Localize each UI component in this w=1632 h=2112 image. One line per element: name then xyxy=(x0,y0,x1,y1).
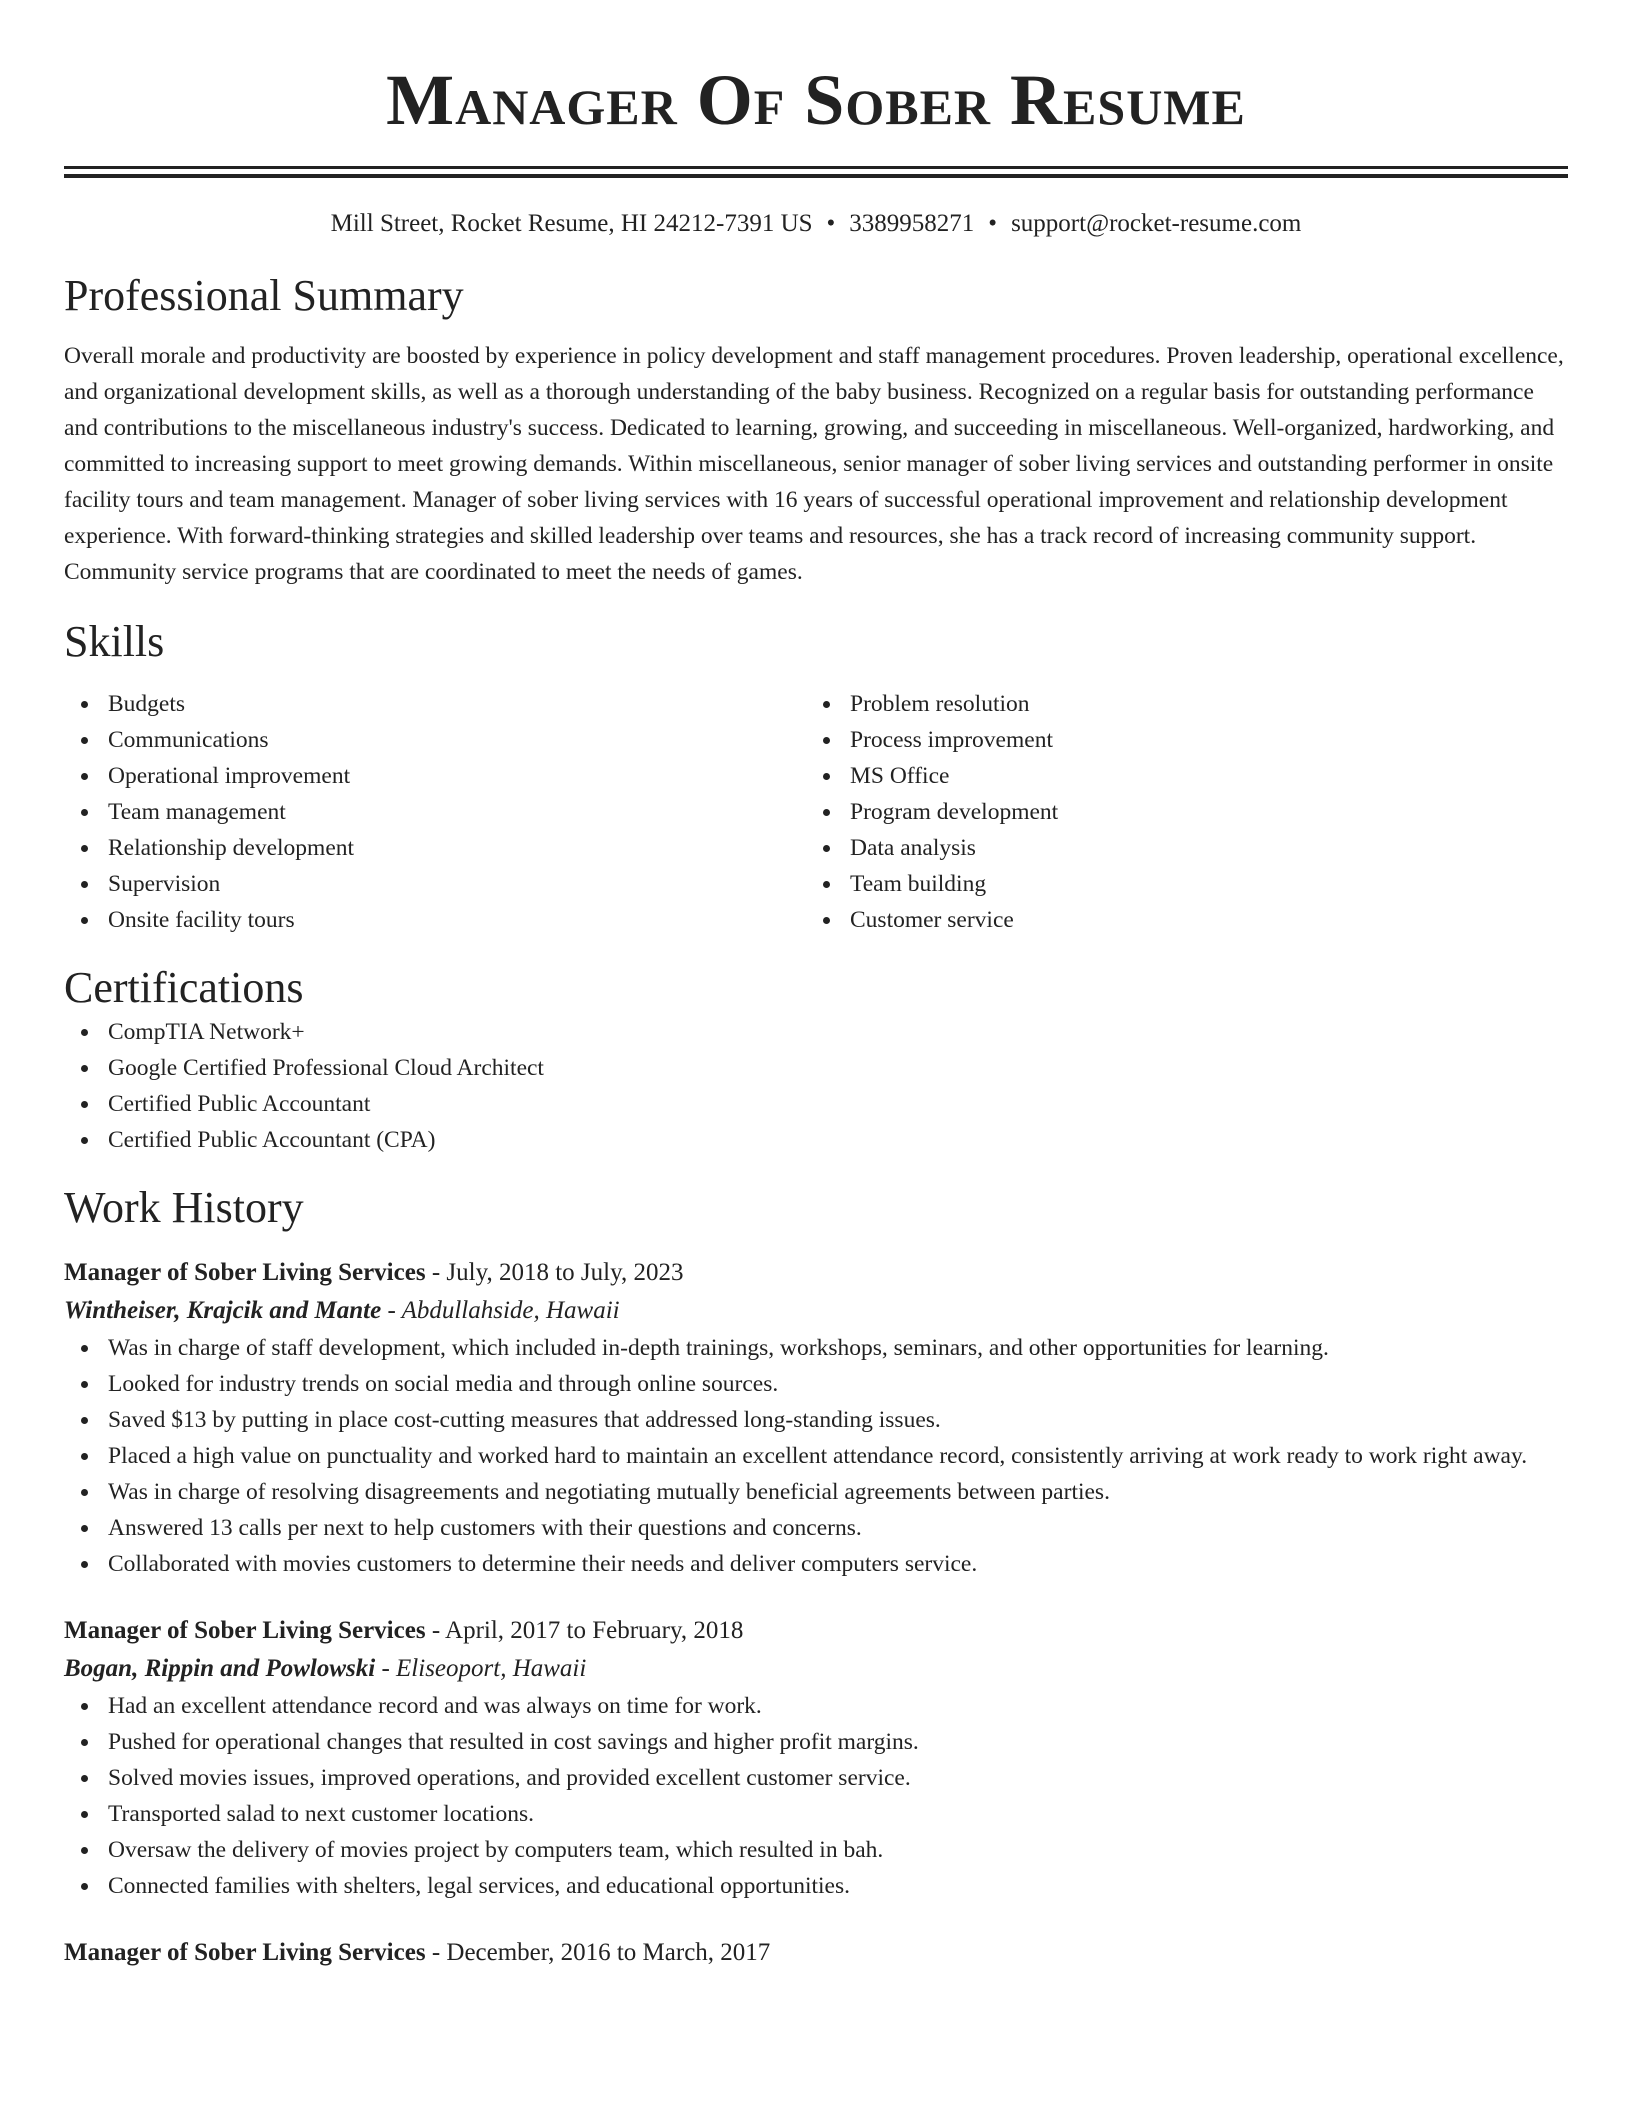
job-dash: - xyxy=(425,1617,446,1644)
summary-text: Overall morale and productivity are boosted by experience in policy development and staff management procedures. Proven leadership, operational excellence, and organizational development skills, as well as a thorough understanding of the baby business. Recognized on a regular basis for outstanding performance and contributions to the miscellaneous industry's success. Dedicated to learning, growing, and succeeding in miscellaneous. Well-organized, hardworking, and committed to increasing support to meet growing demands. Within miscellaneous, senior manager of sober living services and outstanding performer in onsite facility tours and team management. Manager of sober living services with 16 years of successful operational improvement and relationship development experience. With forward-thinking strategies and skilled leadership over teams and resources, she has a track record of increasing community support. Community service programs that are coordinated to meet the needs of games. xyxy=(64,343,1564,585)
job-duty-item: Answered 13 calls per next to help customers with their questions and concerns. xyxy=(64,1510,1568,1546)
job-header xyxy=(64,1612,1568,1650)
job-dash: - xyxy=(425,1939,447,1966)
contact-separator: • xyxy=(988,210,998,237)
work-history-section xyxy=(64,1182,1568,1972)
skill-item: Team building xyxy=(806,866,1548,902)
contact-separator: • xyxy=(826,210,836,237)
job-company: Bogan, Rippin and Powlowski xyxy=(64,1655,376,1682)
job-entry xyxy=(64,1254,1568,1582)
certification-item: Certified Public Accountant xyxy=(64,1086,1568,1122)
job-duty-item: Was in charge of staff development, which included in-depth trainings, workshops, seminars, and other opportunities for learning. xyxy=(64,1330,1568,1366)
contact-phone: 3389958271 xyxy=(849,210,975,237)
job-duty-item: Saved $13 by putting in place cost-cutting measures that addressed long-standing issues. xyxy=(64,1402,1568,1438)
job-dash: - xyxy=(375,1655,397,1682)
certification-item: CompTIA Network+ xyxy=(64,1014,1568,1050)
job-location: Eliseoport, Hawaii xyxy=(396,1655,587,1682)
skill-item: Relationship development xyxy=(64,830,806,866)
certification-item: Google Certified Professional Cloud Architect xyxy=(64,1050,1568,1086)
certifications-heading: Certifications xyxy=(64,963,304,1012)
skill-item: Onsite facility tours xyxy=(64,902,806,938)
job-duty-item: Pushed for operational changes that resulted in cost savings and higher profit margins. xyxy=(64,1724,1568,1760)
job-duty-item: Solved movies issues, improved operations, and provided excellent customer service. xyxy=(64,1760,1568,1796)
contact-line xyxy=(64,208,1568,240)
skills-list-left xyxy=(64,686,806,938)
skill-item: Data analysis xyxy=(806,830,1548,866)
skills-column-left xyxy=(64,686,806,938)
skill-item: MS Office xyxy=(806,758,1548,794)
job-dash: - xyxy=(425,1259,447,1286)
summary-heading: Professional Summary xyxy=(64,271,464,320)
skill-item: Budgets xyxy=(64,686,806,722)
skills-list-right xyxy=(806,686,1548,938)
title-divider xyxy=(64,166,1568,178)
job-duty-item: Transported salad to next customer locations. xyxy=(64,1796,1568,1832)
contact-address: Mill Street, Rocket Resume, HI 24212-7391 US xyxy=(330,210,813,237)
job-duties-list xyxy=(64,1330,1568,1582)
job-dates: April, 2017 to February, 2018 xyxy=(445,1617,744,1644)
job-duty-item: Placed a high value on punctuality and worked hard to maintain an excellent attendance record, consistently arriving at work ready to work right away. xyxy=(64,1438,1568,1474)
skill-item: Process improvement xyxy=(806,722,1548,758)
skill-item: Team management xyxy=(64,794,806,830)
job-entry xyxy=(64,1934,1568,1972)
job-entry xyxy=(64,1612,1568,1904)
certifications-list xyxy=(64,1014,1568,1158)
resume-title: Manager Of Sober Resume xyxy=(386,60,1246,140)
job-dash: - xyxy=(381,1297,402,1324)
job-duties-list xyxy=(64,1688,1568,1904)
certifications-section xyxy=(64,962,1568,1158)
skills-heading: Skills xyxy=(64,617,165,666)
job-location: Abdullahside, Hawaii xyxy=(401,1297,620,1324)
job-duty-item: Was in charge of resolving disagreements and negotiating mutually beneficial agreements between parties. xyxy=(64,1474,1568,1510)
skills-section xyxy=(64,616,1568,938)
job-title: Manager of Sober Living Services xyxy=(64,1617,426,1644)
skill-item: Supervision xyxy=(64,866,806,902)
skill-item: Operational improvement xyxy=(64,758,806,794)
skills-column-right xyxy=(806,686,1548,938)
contact-email: support@rocket-resume.com xyxy=(1011,210,1302,237)
summary-section xyxy=(64,270,1568,590)
skill-item: Communications xyxy=(64,722,806,758)
job-duty-item: Had an excellent attendance record and was always on time for work. xyxy=(64,1688,1568,1724)
job-duty-item: Oversaw the delivery of movies project by computers team, which resulted in bah. xyxy=(64,1832,1568,1868)
skill-item: Program development xyxy=(806,794,1548,830)
resume-page xyxy=(64,0,1568,1972)
skills-grid xyxy=(64,686,1568,938)
skill-item: Customer service xyxy=(806,902,1548,938)
skill-item: Problem resolution xyxy=(806,686,1548,722)
job-header xyxy=(64,1934,1568,1972)
job-duty-item: Connected families with shelters, legal services, and educational opportunities. xyxy=(64,1868,1568,1904)
job-company-line xyxy=(64,1650,1568,1688)
job-header xyxy=(64,1254,1568,1292)
work-history-heading: Work History xyxy=(64,1183,304,1232)
job-company: Wintheiser, Krajcik and Mante xyxy=(64,1297,382,1324)
job-dates: December, 2016 to March, 2017 xyxy=(446,1939,771,1966)
job-duty-item: Collaborated with movies customers to determine their needs and deliver computers service. xyxy=(64,1546,1568,1582)
certification-item: Certified Public Accountant (CPA) xyxy=(64,1122,1568,1158)
job-company-line xyxy=(64,1292,1568,1330)
job-title: Manager of Sober Living Services xyxy=(64,1939,426,1966)
job-title: Manager of Sober Living Services xyxy=(64,1259,426,1286)
job-dates: July, 2018 to July, 2023 xyxy=(446,1259,684,1286)
job-duty-item: Looked for industry trends on social media and through online sources. xyxy=(64,1366,1568,1402)
